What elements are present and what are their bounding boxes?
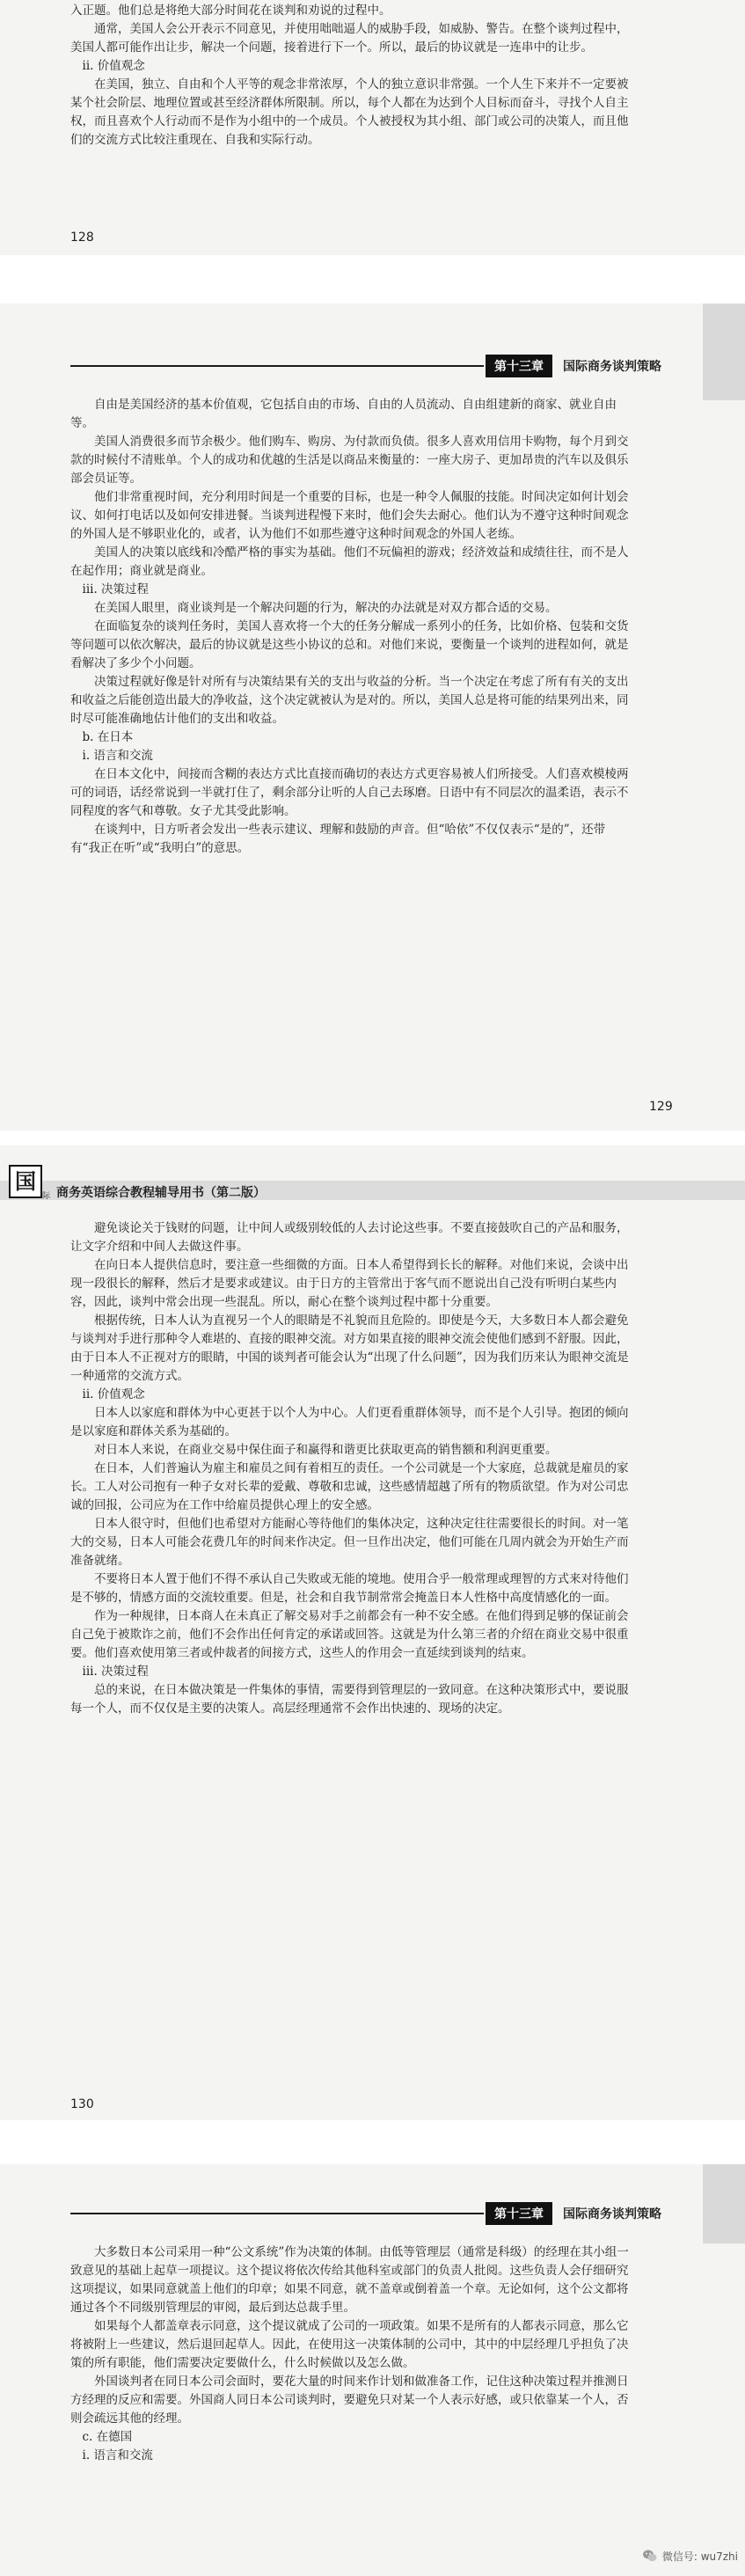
paragraph: 通常，美国人会公开表示不同意见，并使用咄咄逼人的威胁手段，如威胁、警告。在整个谈判过程中，美国人都可能作出让步，解决一个问题，接着进行下一个。所以，最后的协议就是一连串中的让步。: [70, 22, 629, 55]
book-title: 商务英语综合教程辅导用书（第二版）: [56, 1186, 266, 1200]
paragraph: 如果每个人都盖章表示同意，这个提议就成了公司的一项政策。如果不是所有的人都表示同意，那么它将被附上一些建议，然后退回起草人。因此，在使用这一决策体制的公司中，其中的中层经理几乎担负了决策的所有职能，他们需要决定要做什么，什么时候做以及怎么做。: [70, 2319, 629, 2370]
watermark: [642, 2548, 738, 2564]
paragraph: 在日本文化中，间接而含糊的表达方式比直接而确切的表达方式更容易被人们所接受。人们喜欢模棱两可的词语，话经常说到一半就打住了，剩余部分让听的人自己去琢磨。日语中有不同层次的温柔语，表示不同程度的客气和尊敬。女子尤其受此影响。: [70, 767, 629, 818]
page-129: [0, 304, 745, 1131]
paragraph: 在美国人眼里，商业谈判是一个解决问题的行为，解决的办法就是对双方都合适的交易。: [94, 601, 558, 615]
chapter-rule: [70, 2213, 484, 2214]
book-logo-sub: 际: [42, 1192, 51, 1201]
section-heading: i. 语言和交流: [82, 2448, 153, 2463]
chapter-rule: [70, 365, 484, 367]
page-130: [0, 1145, 745, 2120]
wechat-icon: [642, 2548, 658, 2564]
paragraph: 在日本，人们普遍认为雇主和雇员之间有着相互的责任。一个公司就是一个大家庭，总裁就是雇员的家长。工人对公司抱有一种子女对长辈的爱戴、尊敬和忠诚，这些感情超越了所有的物质欲望。作为对公司忠诚的回报，公司应为在工作中给雇员提供心理上的安全感。: [70, 1461, 629, 1512]
paragraph: 日本人以家庭和群体为中心更甚于以个人为中心。人们更看重群体领导，而不是个人引导。抱团的倾向是以家庭和群体关系为基础的。: [70, 1406, 629, 1438]
paragraph: 在美国，独立、自由和个人平等的观念非常浓厚，个人的独立意识非常强。一个人生下来并不一定要被某个社会阶层、地理位置或甚至经济群体所限制。所以，每个人都在为达到个人目标而奋斗，寻找个人自主权，而且喜欢个人行动而不是作为小组中的一个成员。个人被授权为其小组、部门或公司的决策人，而且他们的交流方式比较注重现在、自我和实际行动。: [70, 77, 629, 147]
paragraph: 入正题。他们总是将绝大部分时间花在谈判和劝说的过程中。: [70, 4, 391, 18]
chapter-title: 国际商务谈判策略: [563, 2207, 661, 2221]
paragraph: 对日本人来说，在商业交易中保住面子和赢得和谐更比获取更高的销售额和利润更重要。: [94, 1443, 558, 1457]
paragraph: 避免谈论关于钱财的问题，让中间人或级别较低的人去讨论这些事。不要直接鼓吹自己的产品和服务，让文字介绍和中间人去做这件事。: [70, 1221, 629, 1254]
page-number: 130: [70, 2097, 94, 2111]
page-number: 129: [649, 1100, 673, 1114]
chapter-label: 第十三章: [486, 355, 552, 377]
paragraph: 美国人消费很多而节余极少。他们购车、购房、为付款而负债。很多人喜欢用信用卡购物，每个月到交款的时候付不清账单。个人的成功和优越的生活是以商品来衡量的：一座大房子、更加昂贵的汽车以及俱乐部会员证等。: [70, 435, 629, 486]
page-130-body: [70, 1219, 633, 1718]
paragraph: 作为一种规律，日本商人在未真正了解交易对手之前都会有一种不安全感。在他们得到足够的保证前会自己免于被欺诈之前，他们不会作出任何肯定的承诺或回答。这就是为什么第三者的介绍在商业交易中很重要。他们喜欢使用第三者或仲裁者的间接方式，这些人的作用会一直延续到谈判的结束。: [70, 1609, 629, 1660]
paragraph: 在面临复杂的谈判任务时，美国人喜欢将一个大的任务分解成一系列小的任务，比如价格、包装和交货等问题可以依次解决，最后的协议就是这些小协议的总和。对他们来说，要衡量一个谈判的进程如何，就是看解决了多少个小问题。: [70, 619, 629, 670]
page-131-body: [70, 2243, 633, 2465]
section-heading: i. 语言和交流: [82, 749, 153, 763]
paragraph: 他们非常重视时间，充分利用时间是一个重要的目标，也是一种令人佩服的技能。时间决定如何计划会议、如何打电话以及如何安排进餐。当谈判进程慢下来时，他们会失去耐心。他们认为不遵守这种时间观念的外国人是不够职业化的，或者，认为他们不如那些遵守这种时间观念的外国人老练。: [70, 490, 629, 541]
paragraph: 日本人很守时，但他们也希望对方能耐心等待他们的集体决定，这种决定往往需要很长的时间。对一笔大的交易，日本人可能会花费几年的时间来作决定。但一旦作出决定，他们可能在几周内就会为开始生产而准备就绪。: [70, 1517, 629, 1568]
watermark-text: 微信号: wu7zhi: [661, 2550, 738, 2563]
chapter-thumb-tab: [703, 2164, 745, 2243]
paragraph: 外国谈判者在同日本公司会面时，要花大量的时间来作计划和做准备工作，记住这种决策过程并推测日方经理的反应和需要。外国商人同日本公司谈判时，要避免只对某一个人表示好感，或只依靠某一个人，否则会疏远其他的经理。: [70, 2375, 629, 2426]
paragraph: 根据传统，日本人认为直视另一个人的眼睛是不礼貌而且危险的。即使是今天，大多数日本人都会避免与谈判对手进行那种令人难堪的、直接的眼神交流。对方如果直接的眼神交流会使他们感到不舒服。因此，由于日本人不正视对方的眼睛，中国的谈判者可能会认为“出现了什么问题”，因为我们历来认为眼神交流是一种通常的交流方式。: [70, 1314, 629, 1383]
paragraph: 自由是美国经济的基本价值观，它包括自由的市场、自由的人员流动、自由组建新的商家、就业自由等。: [70, 398, 617, 430]
chapter-thumb-tab: [703, 304, 745, 400]
section-heading: iii. 决策过程: [82, 582, 150, 596]
paragraph: 大多数日本公司采用一种“公文系统”作为决策的体制。由低等管理层（通常是科级）的经理在其小组一致意见的基础上起草一项提议。这个提议将依次传给其他科室或部门的负责人批阅。这些负责人会仔细研究这项提议，如果同意就盖上他们的印章；如果不同意，就不盖章或倒着盖一个章。无论如何，这个公文都将通过各个不同级别管理层的审阅，最后到达总裁手里。: [70, 2245, 629, 2315]
paragraph: 不要将日本人置于他们不得不承认自己失败或无能的境地。使用合乎一般常理或理智的方式来对待他们是不够的，情感方面的交流较重要。但是，社会和自我节制常常会掩盖日本人性格中高度情感化的一面。: [70, 1572, 629, 1605]
section-heading: ii. 价值观念: [82, 1387, 145, 1401]
book-logo: 国: [9, 1165, 42, 1198]
paragraph: 在向日本人提供信息时，要注意一些细微的方面。日本人希望得到长长的解释。对他们来说，会谈中出现一段很长的解释，然后才是要求或建议。由于日方的主管常出于客气而不愿说出自己没有听明白某些内容，因此，谈判中常会出现一些混乱。所以，耐心在整个谈判过程中都十分重要。: [70, 1258, 629, 1309]
chapter-title: 国际商务谈判策略: [563, 360, 661, 374]
section-heading: b. 在日本: [82, 730, 134, 744]
chapter-label: 第十三章: [486, 2202, 552, 2225]
paragraph: 在谈判中，日方听者会发出一些表示建议、理解和鼓励的声音。但“哈依”不仅仅表示“是的”，还带有“我正在听”或“我明白”的意思。: [70, 823, 606, 855]
section-heading: ii. 价值观念: [82, 59, 145, 73]
page-number: 128: [70, 231, 94, 245]
page-128-body: [70, 2, 633, 150]
page-129-body: [70, 396, 633, 858]
paragraph: 决策过程就好像是针对所有与决策结果有关的支出与收益的分析。当一个决定在考虑了所有有关的支出和收益之后能创造出最大的净收益，这个决定就被认为是对的。所以，美国人总是将可能的结果列出来，同时尽可能准确地估计他们的支出和收益。: [70, 675, 629, 726]
page-131: [0, 2164, 745, 2576]
section-heading: iii. 决策过程: [82, 1665, 150, 1679]
section-heading: c. 在德国: [82, 2430, 133, 2444]
paragraph: 美国人的决策以底线和冷酷严格的事实为基础。他们不玩偏袒的游戏；经济效益和成绩往往，而不是人在起作用；商业就是商业。: [70, 545, 629, 578]
page-128: [0, 0, 745, 255]
paragraph: 总的来说，在日本做决策是一件集体的事情，需要得到管理层的一致同意。在这种决策形式中，要说服每一个人，而不仅仅是主要的决策人。高层经理通常不会作出快速的、现场的决定。: [70, 1683, 629, 1716]
